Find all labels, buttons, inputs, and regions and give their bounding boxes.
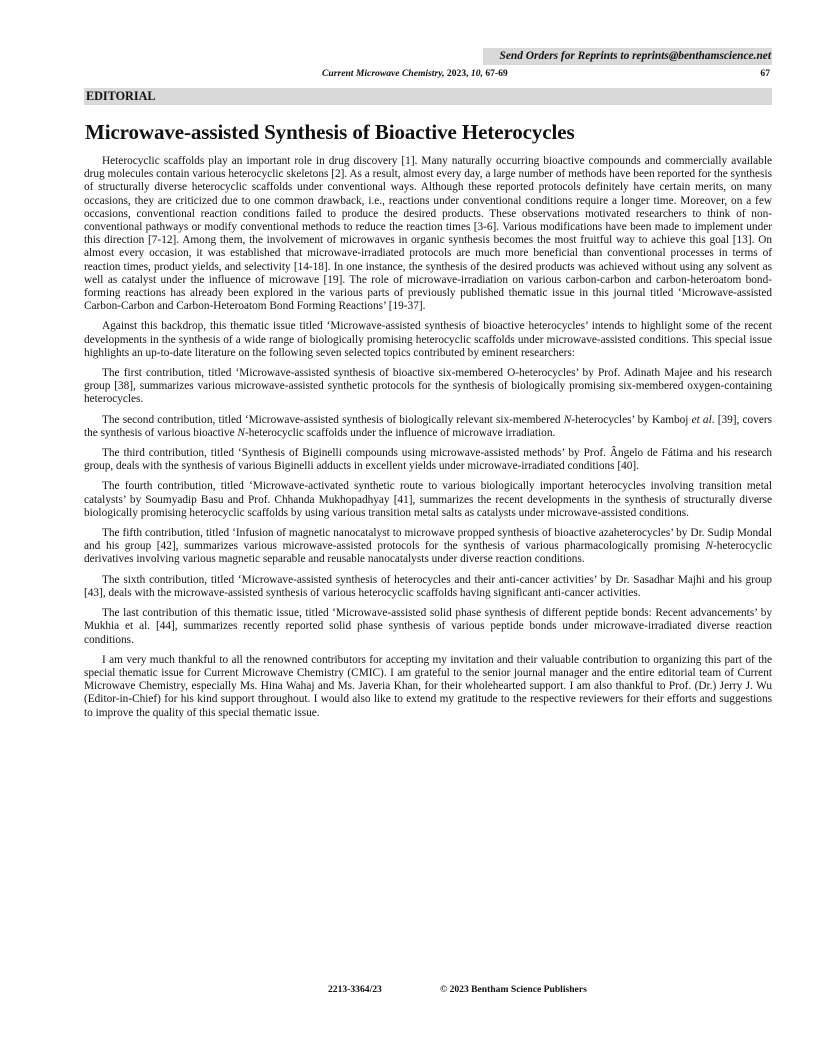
paragraph-backdrop: Against this backdrop, this thematic issue titled ‘Microwave-assisted synthesis of bioactive heterocycles’ intends to highlight some of the recent developments in the synthesis of a wide range of biologically promising heterocyclic scaffolds under microwave-assisted conditions. This special issue highlights an up-to-date literature on the following seven selected topics contributed by eminent researchers: <box>84 320 772 359</box>
text-run: -heterocyclic scaffolds under the influence of microwave irradiation. <box>244 426 556 439</box>
issn: 2213-3364/23 <box>328 984 382 995</box>
article-body <box>84 155 772 727</box>
journal-pages: 67-69 <box>485 68 508 79</box>
paragraph-second-contribution <box>84 414 772 440</box>
paragraph-sixth-contribution: The sixth contribution, titled ‘Microwave-assisted synthesis of heterocycles and their anti-cancer activities’ by Dr. Sasadhar Majhi and his group [43], deals with the microwave-assisted synthesis of various heterocyclic scaffolds having significant anti-cancer activities. <box>84 573 772 599</box>
paragraph-last-contribution: The last contribution of this thematic issue, titled ‘Microwave-assisted solid phase synthesis of different peptide bonds: Recent advancements’ by Mukhia et al. [44], summarizes recently reported solid phase synthesis of various peptide bonds under microwave-irradiated diverse reaction conditions. <box>84 607 772 646</box>
section-label: EDITORIAL <box>84 88 772 105</box>
paragraph-third-contribution: The third contribution, titled ‘Synthesis of Biginelli compounds using microwave-assisted methods’ by Prof. Ângelo de Fátima and his research group, deals with the synthesis of various Biginelli adducts in excellent yields under microwave-irradiated conditions [40]. <box>84 447 772 473</box>
reprint-notice: Send Orders for Reprints to reprints@benthamscience.net <box>483 48 772 65</box>
text-run: The second contribution, titled ‘Microwave-assisted synthesis of biologically relevant six-membered <box>102 413 564 426</box>
copyright: © 2023 Bentham Science Publishers <box>440 984 587 995</box>
text-run: -heterocyclic derivatives involving various magnetic separable and reusable nanocatalysts under diverse reaction conditions. <box>84 540 772 566</box>
text-run: -heterocycles’ by Kamboj <box>571 413 692 426</box>
journal-citation <box>322 67 508 81</box>
paragraph-fifth-contribution <box>84 527 772 567</box>
italic-n: N <box>237 426 245 439</box>
paragraph-acknowledgement: I am very much thankful to all the renowned contributors for accepting my invitation and their valuable contribution to organizing this part of the special thematic issue for Current Microwave Chemistry (CMIC). I am grateful to the senior journal manager and the entire editorial team of Current Microwave Chemistry, especially Ms. Hina Wahaj and Ms. Javeria Khan, for their wholehearted support. I am also thankful to Prof. (Dr.) Jerry J. Wu (Editor-in-Chief) for his kind support throughout. I would also like to extend my gratitude to the respective reviewers for their efforts and suggestions to improve the quality of this special thematic issue. <box>84 653 772 719</box>
article-title: Microwave-assisted Synthesis of Bioactive Heterocycles <box>85 120 575 144</box>
journal-volume: 10, <box>470 68 483 79</box>
paragraph-first-contribution: The first contribution, titled ‘Microwave-assisted synthesis of bioactive six-membered O-heterocycles’ by Prof. Adinath Majee and his research group [38], summarizes various microwave-assisted synthetic protocols for the synthesis of biologically promising six-membered oxygen-containing heterocycles. <box>84 367 772 406</box>
italic-et-al: et al <box>691 413 712 426</box>
italic-n: N <box>705 540 714 553</box>
italic-n: N <box>563 413 572 426</box>
journal-year: 2023, <box>446 68 469 79</box>
text-run: The fifth contribution, titled ‘Infusion of magnetic nanocatalyst to microwave propped synthesis of bioactive azaheterocycles’ by Dr. Sudip Mondal and his group [42], summarizes various microwave-assisted protocols for the synthesis of various pharmacologically promising <box>84 527 772 553</box>
text-run: . [39], covers the synthesis of various bioactive <box>84 413 772 439</box>
paragraph-fourth-contribution: The fourth contribution, titled ‘Microwave-activated synthetic route to various biologically important heterocycles involving transition metal catalysts’ by Soumyadip Basu and Prof. Chhanda Mukhopadhyay [41], summarizes the recent developments in the synthesis of structurally diverse biologically promising heterocyclic scaffolds by using various transition metal salts as catalysts under microwave-assisted conditions. <box>84 480 772 519</box>
journal-name: Current Microwave Chemistry, <box>322 68 445 79</box>
page-number: 67 <box>760 68 770 79</box>
paragraph-intro: Heterocyclic scaffolds play an important role in drug discovery [1]. Many naturally occurring bioactive compounds and commercially available drug molecules contain various heterocyclic skeletons [2]. As a result, almost every day, a large number of methods have been reported for the synthesis of structurally diverse heterocyclic scaffolds under conventional ways. Although these reported protocols definitely have certain merits, on many occasions, they are criticized due to one common drawback, i.e., reactions under conventional conditions require a longer time. Moreover, on a few occasions, conventional reaction conditions failed to produce the desired products. These observations motivated researchers to think of non-conventional pathways or modify conventional methods to reduce the reaction times [3-6]. Various modifications have been made to implement under this direction [7-12]. Among them, the involvement of microwaves in organic synthesis becomes the most fruitful way to achieve this goal [13]. On almost every occasion, it was established that microwave-irradiated protocols are much more beneficial than conventional processes in terms of reaction times, product yields, and selectivity [14-18]. In one instance, the synthesis of the desired products was achieved without using any solvent as well as catalyst under the influence of microwave [19]. The role of microwave-irradiation on various carbon-carbon and carbon-heteroatom bond-forming reactions has already been explored in the various parts of previously published thematic issue in this journal titled ‘Microwave-assisted Carbon-Carbon and Carbon-Heteroatom Bond Forming Reactions’ [19-37]. <box>84 155 772 313</box>
journal-citation-line <box>84 67 772 81</box>
page-footer <box>0 983 816 997</box>
